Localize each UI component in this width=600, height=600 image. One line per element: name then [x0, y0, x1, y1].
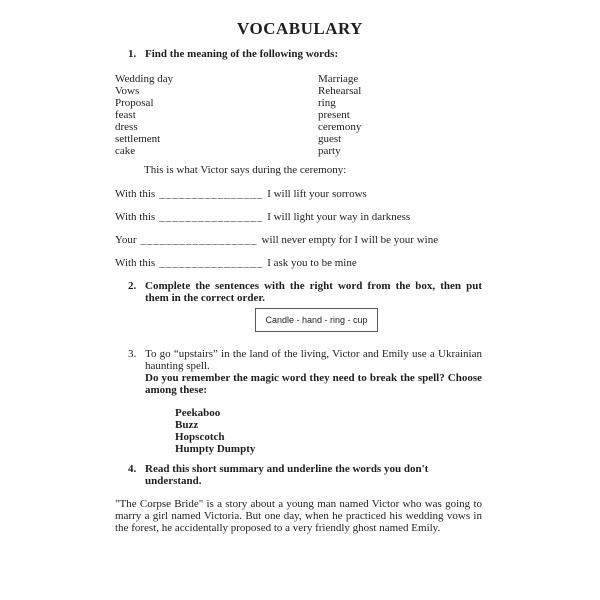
fill-line [115, 234, 600, 246]
word-item: guest [318, 133, 342, 145]
fill-blank: ________________ [159, 188, 264, 200]
fill-line [115, 211, 600, 223]
item3-question-line: among these: [145, 384, 208, 396]
fill-blank: __________________ [140, 234, 258, 246]
item3-text-line: haunting spell. [145, 360, 210, 372]
word-column-left [115, 73, 318, 157]
fill-prefix: Your [115, 234, 137, 246]
item4-heading-line: understand. [145, 475, 202, 487]
item3-question-line: Do you remember the magic word they need to break the spell? Choose [145, 372, 482, 384]
word-item: cake [115, 145, 136, 157]
word-item: Rehearsal [318, 85, 362, 97]
page-title: VOCABULARY [237, 19, 363, 38]
summary-line: marry a girl named Victoria. But one day, when he practiced his wedding vows in [115, 510, 482, 522]
item4-number: 4. [128, 463, 137, 475]
word-item: ceremony [318, 121, 362, 133]
summary-paragraph [115, 498, 482, 534]
word-box [255, 308, 378, 332]
item2-heading-line: Complete the sentences with the right word from the box, then put [145, 280, 482, 292]
summary-line: "The Corpse Bride" is a story about a young man named Victor who was going to [115, 498, 482, 510]
item1-number: 1. [128, 48, 137, 60]
word-list [115, 73, 600, 157]
word-item: present [318, 109, 350, 121]
item4-heading-line: Read this short summary and underline the words you don't [145, 463, 429, 475]
fill-prefix: With this [115, 188, 156, 200]
item-3 [128, 348, 482, 396]
word-item: Proposal [115, 97, 154, 109]
item2-heading-line: them in the correct order. [145, 292, 266, 304]
word-item: Marriage [318, 73, 359, 85]
item1-heading: Find the meaning of the following words: [145, 48, 339, 60]
option-item: Humpty Dumpty [175, 443, 256, 455]
fill-prefix: With this [115, 211, 156, 223]
summary-line: the forest, he accidentally proposed to a very friendly ghost named Emily. [115, 522, 441, 534]
fill-line [115, 188, 600, 200]
fill-suffix: I will light your way in darkness [267, 211, 411, 223]
fill-line [115, 257, 600, 269]
item-4 [128, 463, 482, 487]
word-box-text: Candle - hand - ring - cup [265, 315, 368, 325]
fill-blank: ________________ [159, 211, 264, 223]
option-item: Hopscotch [175, 431, 225, 443]
word-item: settlement [115, 133, 161, 145]
word-item: ring [318, 97, 336, 109]
fill-suffix: I ask you to be mine [267, 257, 357, 269]
word-item: party [318, 145, 341, 157]
spell-options [175, 407, 600, 455]
item-2 [128, 280, 482, 304]
item3-text-line: To go “upstairs” in the land of the living, Victor and Emily use a Ukrainian [145, 348, 482, 360]
option-item: Buzz [175, 419, 199, 431]
word-item: Wedding day [115, 73, 174, 85]
fill-prefix: With this [115, 257, 156, 269]
fill-blank: ________________ [159, 257, 264, 269]
ceremony-intro: This is what Victor says during the ceremony: [144, 164, 347, 176]
option-item: Peekaboo [175, 407, 221, 419]
item2-number: 2. [128, 280, 137, 292]
word-item: dress [115, 121, 138, 133]
item-1 [128, 48, 482, 60]
item3-number: 3. [128, 348, 137, 360]
word-column-right [318, 73, 361, 157]
word-item: feast [115, 109, 136, 121]
fill-suffix: I will lift your sorrows [267, 188, 367, 200]
fill-suffix: will never empty for I will be your wine [261, 234, 439, 246]
word-item: Vows [115, 85, 140, 97]
